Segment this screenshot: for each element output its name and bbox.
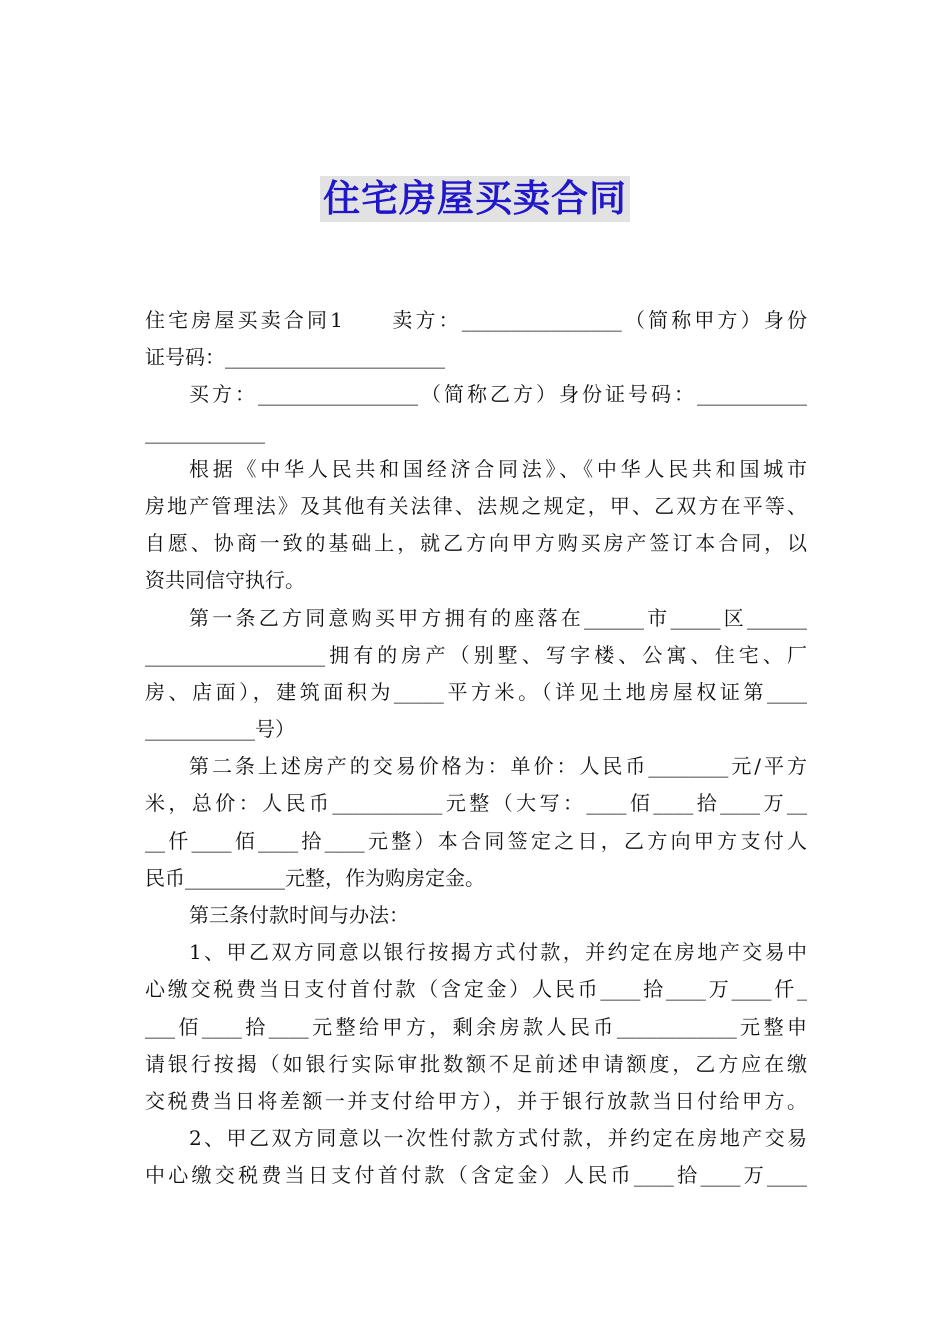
text-line: ___________号） — [145, 717, 295, 742]
text-line: 2、甲乙双方同意以一次性付款方式付款，并约定在房地产交易 — [189, 1126, 807, 1151]
text-line: 心缴交税费当日支付首付款（含定金）人民币____拾____万____仟_ — [145, 977, 807, 1002]
text-line: 第二条上述房产的交易价格为：单价：人民币________元/平方 — [189, 754, 807, 779]
text-line: 民币__________元整，作为购房定金。 — [145, 865, 485, 890]
contract-body — [145, 302, 807, 1195]
text-line: __________________拥有的房产（别墅、写字楼、公寓、住宅、厂 — [145, 642, 807, 667]
document-title: 住宅房屋买卖合同 — [320, 176, 630, 222]
text-line: 房地产管理法》及其他有关法律、法规之规定，甲、乙双方在平等、 — [145, 493, 807, 518]
text-line: 资共同信守执行。 — [145, 568, 305, 593]
text-line: 住宅房屋买卖合同1 卖方：________________（简称甲方）身份 — [145, 308, 807, 332]
text-line: 第三条付款时间与办法： — [189, 903, 409, 927]
title-container — [0, 176, 950, 222]
text-line: 根据《中华人民共和国经济合同法》、《中华人民共和国城市 — [189, 456, 807, 481]
text-line: ____________ — [145, 419, 265, 444]
text-line: 米，总价：人民币___________元整（大写：____佰____拾____万__ — [145, 791, 807, 816]
text-line: 证号码：______________________ — [145, 345, 445, 370]
text-line: __仟____佰____拾____元整）本合同签定之日，乙方向甲方支付人 — [145, 828, 807, 853]
text-line: 请银行按揭（如银行实际审批数额不足前述申请额度，乙方应在缴 — [145, 1051, 807, 1076]
text-line: 交税费当日将差额一并支付给甲方），并于银行放款当日付给甲方。 — [145, 1088, 807, 1113]
text-line: 买方：________________（简称乙方）身份证号码：___________ — [189, 382, 807, 407]
text-line: 中心缴交税费当日支付首付款（含定金）人民币____拾____万____ — [145, 1163, 807, 1188]
text-line: 第一条乙方同意购买甲方拥有的座落在______市_____区______ — [189, 605, 807, 630]
text-line: ___佰____拾____元整给甲方，剩余房款人民币____________元整申 — [145, 1014, 807, 1039]
text-line: 自愿、协商一致的基础上，就乙方向甲方购买房产签订本合同，以 — [145, 531, 807, 556]
text-line: 房、店面），建筑面积为_____平方米。（详见土地房屋权证第____ — [145, 679, 807, 704]
text-line: 1、甲乙双方同意以银行按揭方式付款，并约定在房地产交易中 — [189, 940, 807, 965]
